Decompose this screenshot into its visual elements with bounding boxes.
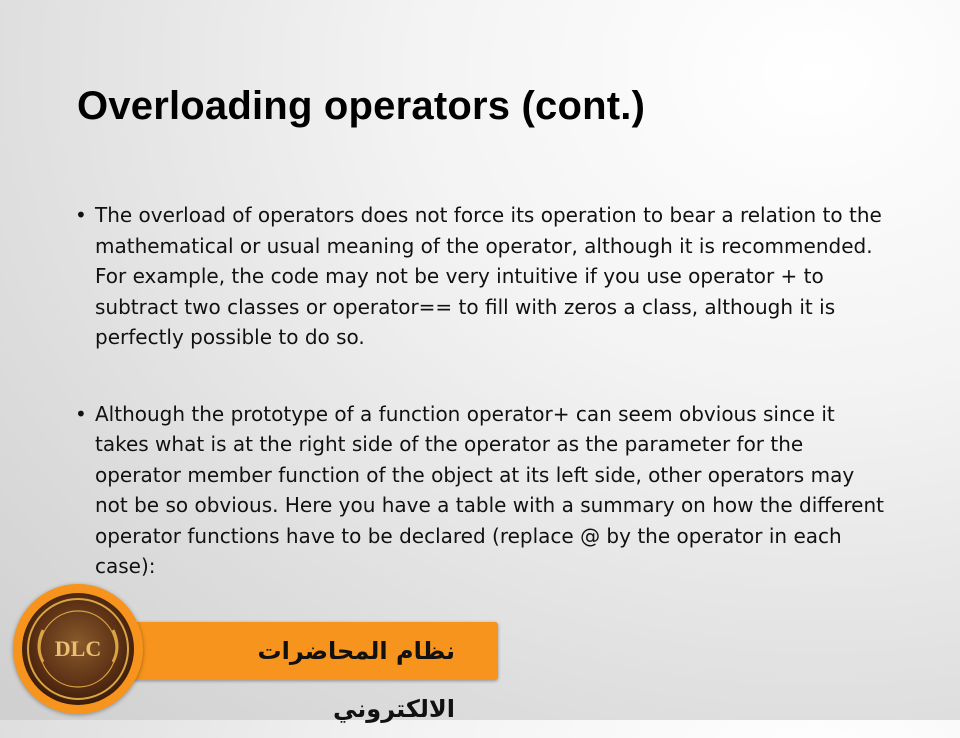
bullet-item [75, 399, 885, 582]
bullet-text: Although the prototype of a function operator+ can seem obvious since it takes what is at the right side of the operator as the parameter for the operator member function of the object at its left side, other operators may not be so obvious. Here you have a table with a summary on how the different operator functions have to be declared (replace @ by the operator in each case): [95, 401, 884, 578]
slide-title: Overloading operators (cont.) [77, 84, 646, 128]
bullet-marker: • [75, 203, 87, 227]
bullet-item [75, 200, 885, 353]
logo-monogram: DLC [54, 636, 102, 661]
bullet-text: The overload of operators does not force its operation to bear a relation to the mathematical or usual meaning of the operator, although it is recommended. For example, the code may not be very intuitive if you use operator + to subtract two classes or operator== to fill with zeros a class, although it is perfectly possible to do so. [95, 203, 882, 349]
bullet-marker: • [75, 401, 87, 426]
college-logo-icon [21, 592, 135, 706]
footer-banner-text: نظام المحاضرات الالكتروني [257, 637, 455, 723]
bullet-list [75, 200, 885, 582]
